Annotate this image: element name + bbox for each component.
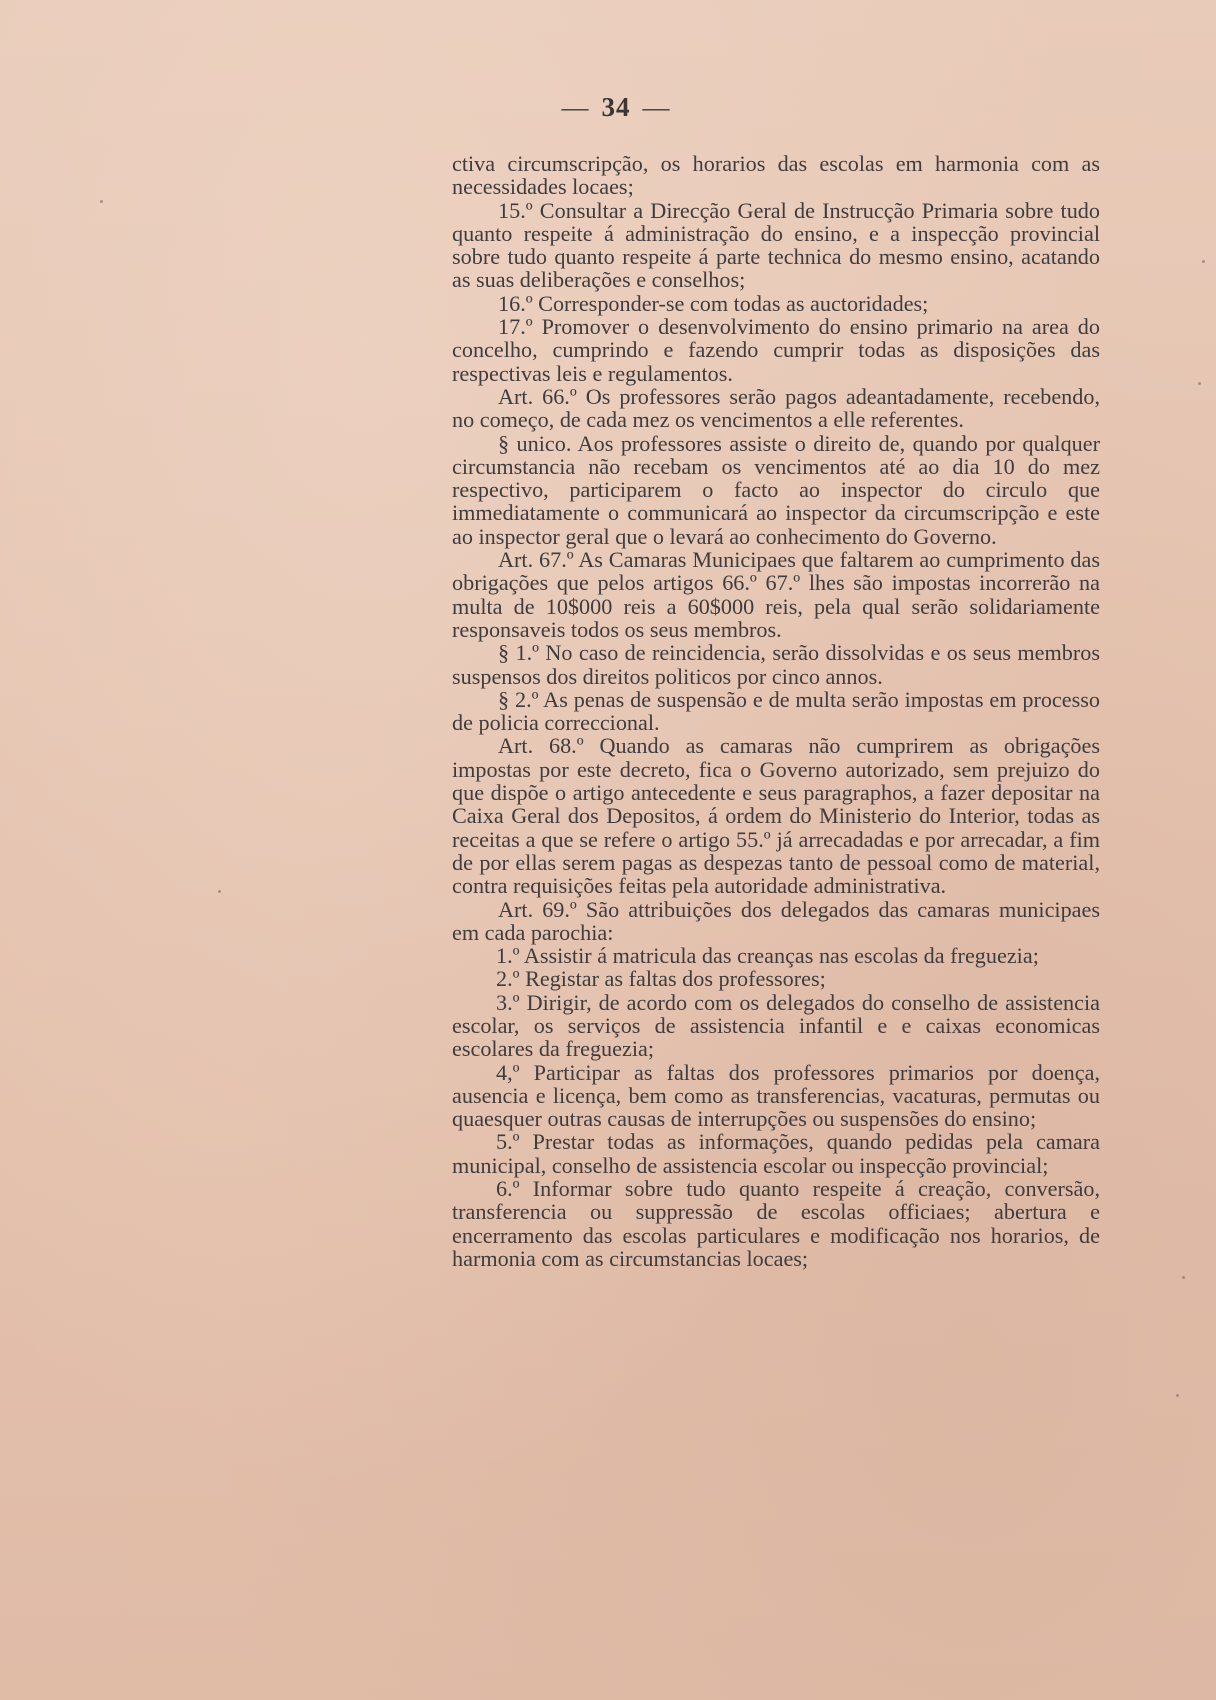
paper-speck xyxy=(218,890,221,893)
paragraph-art-69-item-6: 6.º Informar sobre tudo quanto respeite á creação, conversão, transferencia ou suppressão de escolas officiaes; abertura e encerramento das escolas particulares e modificação nos horarios, de harmonia com as circumstancias locaes; xyxy=(452,1176,1100,1271)
paper-speck xyxy=(1198,382,1201,385)
paper-speck xyxy=(1176,1394,1179,1397)
paragraph-item-17: 17.º Promover o desenvolvimento do ensino primario na area do concelho, cumprindo e fazendo cumprir todas as disposições das respectivas leis e regulamentos. xyxy=(452,314,1100,386)
paragraph-art-68: Art. 68.º Quando as camaras não cumprirem as obrigações impostas por este decreto, fica o Governo autorizado, sem prejuizo do que dispõe o artigo antecedente e seus paragraphos, a fazer depositar na Caixa Geral dos Depositos, á ordem do Ministerio do Interior, todas as receitas a que se refere o artigo 55.º já arrecadadas e por arrecadar, a fim de por ellas serem pagas as despezas tanto de pessoal como de material, contra requisições feitas pela autoridade administrativa. xyxy=(452,733,1100,899)
paragraph-art-69-item-5: 5.º Prestar todas as informações, quando pedidas pela camara municipal, conselho de assistencia escolar ou inspecção provincial; xyxy=(452,1129,1100,1178)
paragraph-art-66: Art. 66.º Os professores serão pagos adeantadamente, recebendo, no começo, de cada mez os vencimentos a elle referentes. xyxy=(452,383,1100,433)
page-number-prefix: — xyxy=(561,92,590,122)
paragraph-item-16: 16.º Corresponder-se com todas as auctoridades; xyxy=(498,290,929,316)
paper-speck xyxy=(1182,1276,1185,1279)
page-number-suffix: — xyxy=(642,92,671,122)
paragraph-art-69-item-3: 3.º Dirigir, de acordo com os delegados do conselho de assistencia escolar, os serviços de assistencia infantil e e caixas economicas escolares da freguezia; xyxy=(452,989,1100,1062)
page-number xyxy=(0,92,1216,123)
paragraph-art-67-s1: § 1.º No caso de reincidencia, serão dissolvidas e os seus membros suspensos dos direitos politicos por cinco annos. xyxy=(452,640,1100,689)
paragraph-continuation: ctiva circumscripção, os horarios das escolas em harmonia com as necessidades locaes; xyxy=(452,151,1100,200)
paragraph-item-15: 15.º Consultar a Direcção Geral de Instrucção Primaria sobre tudo quanto respeite á administração do ensino, e a inspecção provincial sobre tudo quanto respeite á parte technica do mesmo ensino, acatando as suas deliberações e conselhos; xyxy=(452,197,1100,293)
paragraph-art-66-unico: § unico. Aos professores assiste o direito de, quando por qualquer circumstancia não recebam os vencimentos até ao dia 10 do mez respectivo, participarem o facto ao inspector do circulo que immediatamente o communicará ao inspector da circumscripção e este ao inspector geral que o levará ao conhecimento do Governo. xyxy=(452,430,1100,549)
paragraph-art-69-item-2: 2.º Registar as faltas dos professores; xyxy=(496,966,826,992)
paragraph-art-69-item-1: 1.º Assistir á matricula das creanças nas escolas da freguezia; xyxy=(496,943,1039,969)
paragraph-art-67: Art. 67.º As Camaras Municipaes que faltarem ao cumprimento das obrigações que pelos artigos 66.º 67.º lhes são impostas incorrerão na multa de 10$000 reis a 60$000 reis, pela qual serão solidariamente responsaveis todos os seus membros. xyxy=(452,547,1100,642)
paragraph-art-69: Art. 69.º São attribuições dos delegados das camaras municipaes em cada parochia: xyxy=(452,896,1100,945)
page-number-value: 34 xyxy=(601,92,631,122)
paper-speck xyxy=(100,200,103,203)
paragraph-art-67-s2: § 2.º As penas de suspensão e de multa serão impostas em processo de policia correccional. xyxy=(452,686,1100,736)
paper-speck xyxy=(1202,260,1205,263)
body-text xyxy=(452,152,1100,1270)
paragraph-art-69-item-4: 4,º Participar as faltas dos professores primarios por doença, ausencia e licença, bem como as transferencias, vacaturas, permutas ou quaesquer outras causas de interrupções ou suspensões do ensino; xyxy=(452,1059,1100,1132)
